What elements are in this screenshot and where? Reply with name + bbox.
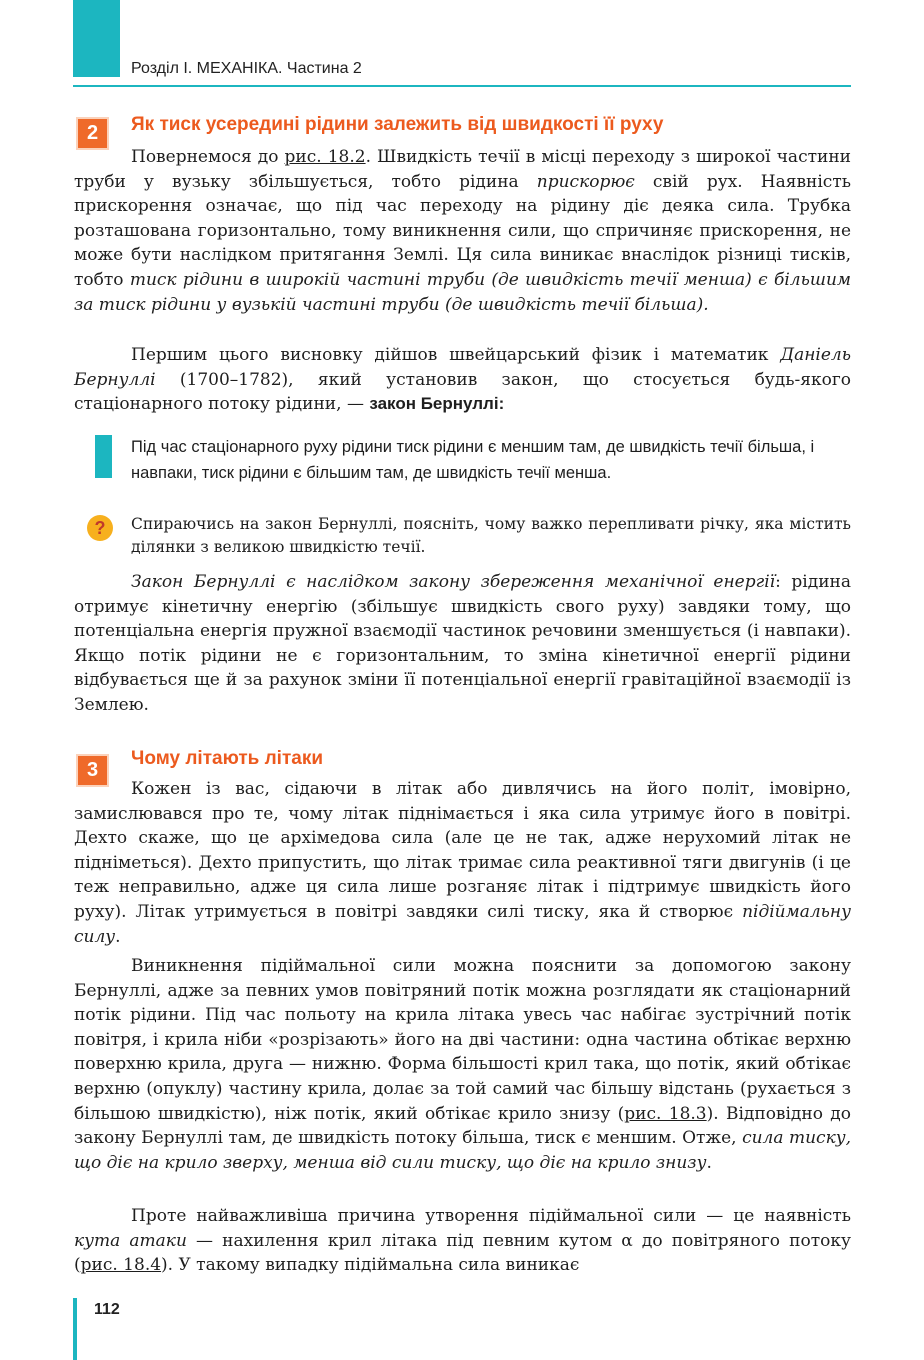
footer-color-bar	[73, 1298, 77, 1360]
figure-link[interactable]: рис. 18.2	[284, 147, 366, 167]
figure-link[interactable]: рис. 18.3	[624, 1103, 707, 1124]
law-statement: Під час стаціонарного руху рідини тиск рідини є меншим там, де швидкість течії більша, і навпаки, тиск рідини є більшим там, де швидкість течії менша.	[131, 438, 815, 482]
paragraph: Виникнення підіймальної сили можна пояснити за допомогою закону Бернуллі, адже за певних умов повітряний потік можна розглядати як стаціонарний потік рідини. Під час польоту на крила літака увесь час набігає зустрічний потік повітря, і крила ніби «розрізають» його на дві частини: одна частина обтікає верхню поверхню крила, друга — нижню. Форма більшості крил така, що потік, який обтікає верхню (опуклу) частину крила, долає за той самий час більшу відстань (рухається з більшою швидкістю), ніж потік, який обтікає крило знизу (рис. 18.3). Відповідно до закону Бернуллі там, де швидкість потоку більша, тиск є меншим. Отже, сила тиску, що діє на крило зверху, менша від сили тиску, що діє на крило знизу.	[74, 956, 851, 1173]
law-name: закон Бернуллі:	[369, 394, 505, 414]
paragraph: Закон Бернуллі є наслідком закону збереження механічної енергії: рідина отримує кінетичну енергію (збільшує швидкість свого руху) завдяки тому, що потенціальна енергія пружної взаємодії частинок речовини зменшується (і навпаки). Якщо потік рідини не є горизонтальним, то зміна кінетичної енергії рідини відбувається ще й за рахунок зміни її потенціальної енергії гравітаційної взаємодії із Землею.	[74, 572, 851, 715]
paragraph: Першим цього висновку дійшов швейцарський фізик і математик Даніель Бернуллі (1700–1782), який установив закон, що стосується будь-якого стаціонарного потоку рідини, — закон Бернуллі:	[74, 345, 851, 415]
paragraph: Проте найважливіша причина утворення підіймальної сили — це наявність кута атаки — нахилення крил літака під певним кутом α до повітряного потоку (рис. 18.4). У такому випадку підіймальна сила виникає	[74, 1206, 851, 1276]
header-color-tab	[73, 0, 120, 77]
section-title: Чому літають літаки	[131, 748, 324, 769]
paragraph: Повернемося до рис. 18.2. Швидкість течії в місці переходу з широкої частини труби у вузьку збільшується, тобто рідина прискорює свій рух. Наявність прискорення означає, що під час переходу на рідину діє деяка сила. Трубка розташована горизонтально, тому виникнення сили, що спричиняє прискорення, не може бути наслідком притягання Землі. Ця сила виникає внаслідок різниці тисків, тобто тиск рідини в широкій частині труби (де швидкість течії менша) є більшим за тиск рідини у вузькій частині труби (де швидкість течії більша).	[74, 147, 851, 315]
section-number-badge: 3	[76, 754, 109, 787]
running-head: Розділ I. МЕХАНІКА. Частина 2	[131, 60, 362, 77]
figure-link[interactable]: рис. 18.4	[80, 1255, 162, 1276]
question-icon: ?	[87, 515, 113, 541]
header-rule	[73, 85, 851, 87]
section-number-badge: 2	[76, 117, 109, 150]
law-highlight-bar	[95, 435, 112, 478]
page-number: 112	[94, 1301, 120, 1318]
question-text: Спираючись на закон Бернуллі, поясніть, чому важко перепливати річку, яка містить ділянки з великою швидкістю течії.	[131, 515, 851, 556]
paragraph: Кожен із вас, сідаючи в літак або дивлячись на його політ, імовірно, замислювався про те, чому літак піднімається і яка сила утримує його в повітрі. Дехто скаже, що це архімедова сила (але це не так, адже нерухомий літак не підніметься). Дехто припустить, що літак тримає сила реактивної тяги двигунів (і це теж неправильно, адже ця сила лише розганяє літак і підтримує швидкість його руху). Літак утримується в повітрі завдяки силі тиску, яка й створює підіймальну силу.	[74, 779, 851, 947]
section-title: Як тиск усередині рідини залежить від швидкості її руху	[131, 114, 664, 135]
